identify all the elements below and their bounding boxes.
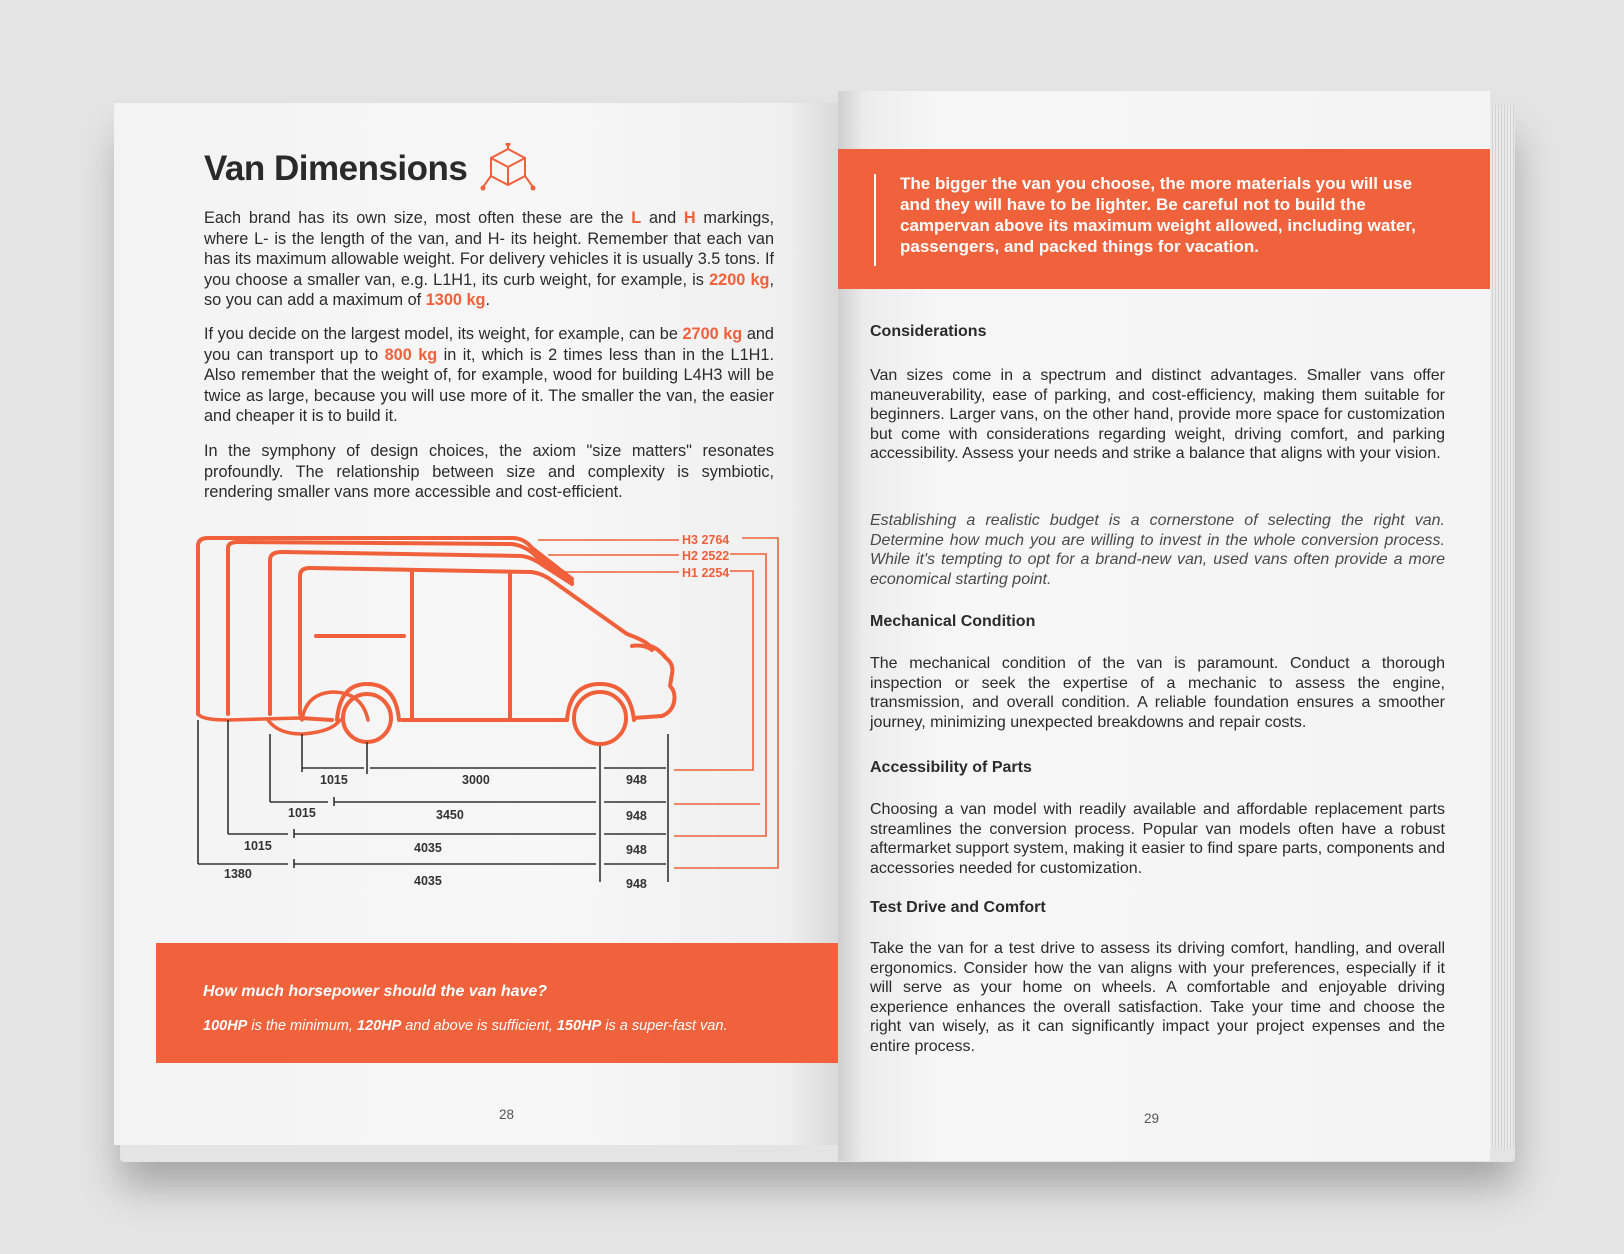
horsepower-answer [203, 1018, 727, 1034]
front-overhang-label: 948 [626, 773, 647, 787]
text-span: , so you can add a maximum of [204, 270, 774, 309]
front-overhang-label: 948 [626, 809, 647, 823]
parts-heading: Accessibility of Parts [870, 759, 1032, 776]
wheelbase-label: 4035 [414, 841, 442, 855]
budget-text: Establishing a realistic budget is a cornerstone of selecting the right van. Determine how much you are willing to invest in the whole conversion process. While it's tempting to opt for a brand-new van, used vans often provide a more economical starting point. [870, 512, 1445, 588]
overhang-label: 1015 [288, 806, 316, 820]
page-number-left: 28 [499, 1107, 515, 1122]
text-span: . [485, 291, 490, 309]
text-span: and [641, 209, 684, 227]
parts-text: Choosing a van model with readily available and affordable replacement parts streamlines the conversion process. Popular van models often have a robust aftermarket support system, making it easier to find spare parts, components and accessories needed for customization. [870, 801, 1445, 877]
weight-warning-text: The bigger the van you choose, the more materials you will use and they will have to be lighter. Be careful not to build the campervan above its maximum weight allowed, including water, passengers, and packed things for vacation. [900, 174, 1416, 256]
text-span: markings, where L- is the length of the van, and H- its height. Remember that each van has its maximum allowable weight. For delivery vehicles it is usually 3.5 tons. If you choose a smaller van, e.g. L1H1, its curb weight, for example, is [204, 209, 774, 289]
highlight-weight: 800 kg [384, 345, 438, 364]
hp-value: 100HP [203, 1018, 248, 1034]
van-outline-h2b [270, 552, 572, 714]
page-number-right: 29 [1144, 1111, 1160, 1126]
front-wheel [574, 692, 626, 744]
horsepower-banner [156, 943, 838, 1063]
front-overhang-label: 948 [626, 843, 647, 857]
height-label-h2: H2 2522 [682, 549, 730, 563]
weight-warning-banner [838, 149, 1490, 289]
banner-accent-bar [874, 174, 876, 266]
wheelbase-label: 3000 [462, 773, 490, 787]
title-row [204, 143, 537, 195]
cube-dimensions-icon [479, 143, 537, 195]
considerations-text: Van sizes come in a spectrum and distinct advantages. Smaller vans offer maneuverability, ease of parking, and cost-efficiency, making them suitable for beginners. Larger vans, on the other hand, provide more space for customization but come with considerations regarding weight, driving comfort, and parking accessibility. Assess your needs and strike a balance that aligns with your vision. [870, 367, 1445, 462]
considerations-heading: Considerations [870, 323, 987, 340]
text-span: and you can transport up to [204, 325, 774, 364]
size-matters-paragraph: In the symphony of design choices, the axiom "size matters" resonates profoundly. The relationship between size and complexity is symbiotic, rendering smaller vans more accessible and cost-efficient. [204, 442, 774, 501]
wheelbase-label: 3450 [436, 808, 464, 822]
mechanical-text: The mechanical condition of the van is paramount. Conduct a thorough inspection or seek the expertise of a mechanic to assess the engine, transmission, and overall condition. A reliable foundation ensures a smoother journey, minimizing unexpected breakdowns and repair costs. [870, 655, 1445, 731]
highlight-L: L [631, 209, 642, 227]
highlight-weight: 2200 kg [709, 270, 770, 289]
text-span: is the minimum, [247, 1018, 357, 1034]
right-page [838, 91, 1490, 1161]
test-drive-heading: Test Drive and Comfort [870, 899, 1046, 916]
overhang-label: 1015 [320, 773, 348, 787]
text-span: in it, which is 2 times less than in the L1H1. Also remember that the weight of, for example, wood for building L4H3 will be twice as large, because you will use more of it. The smaller the van, the easier and cheaper it is to build it. [204, 345, 774, 425]
text-span: Each brand has its own size, most often these are the [204, 209, 632, 227]
van-dimensions-diagram [192, 534, 792, 889]
text-span: If you decide on the largest model, its weight, for example, can be [204, 325, 683, 343]
page-title: Van Dimensions [204, 149, 468, 188]
hp-value: 150HP [556, 1018, 602, 1034]
mechanical-heading: Mechanical Condition [870, 613, 1036, 630]
wheelbase-label: 4035 [414, 874, 442, 888]
highlight-weight: 1300 kg [425, 291, 486, 309]
hp-value: 120HP [356, 1018, 402, 1034]
test-drive-text: Take the van for a test drive to assess its driving comfort, handling, and overall ergonomics. Consider how the van aligns with your preferences, especially if it will serve as your home on wheels. A comfortable and enjoyable driving experience enhances the overall satisfaction. Take your time and choose the right van wisely, as it can significantly impact your project expenses and the entire process. [870, 940, 1445, 1055]
height-label-h3: H3 2764 [682, 534, 730, 547]
front-overhang-label: 948 [626, 877, 647, 889]
left-page [114, 103, 838, 1145]
text-span: and above is sufficient, [401, 1018, 557, 1034]
horsepower-question: How much horsepower should the van have? [203, 983, 548, 1000]
largest-model-paragraph [204, 324, 774, 427]
overhang-label: 1015 [244, 839, 272, 853]
height-label-h1: H1 2254 [682, 566, 730, 580]
overhang-label: 1380 [224, 867, 252, 881]
text-span: is a super-fast van. [601, 1018, 728, 1034]
page-edges [1490, 105, 1514, 1149]
highlight-weight: 2700 kg [682, 325, 743, 343]
intro-paragraph [204, 208, 774, 311]
highlight-H: H [683, 209, 696, 227]
